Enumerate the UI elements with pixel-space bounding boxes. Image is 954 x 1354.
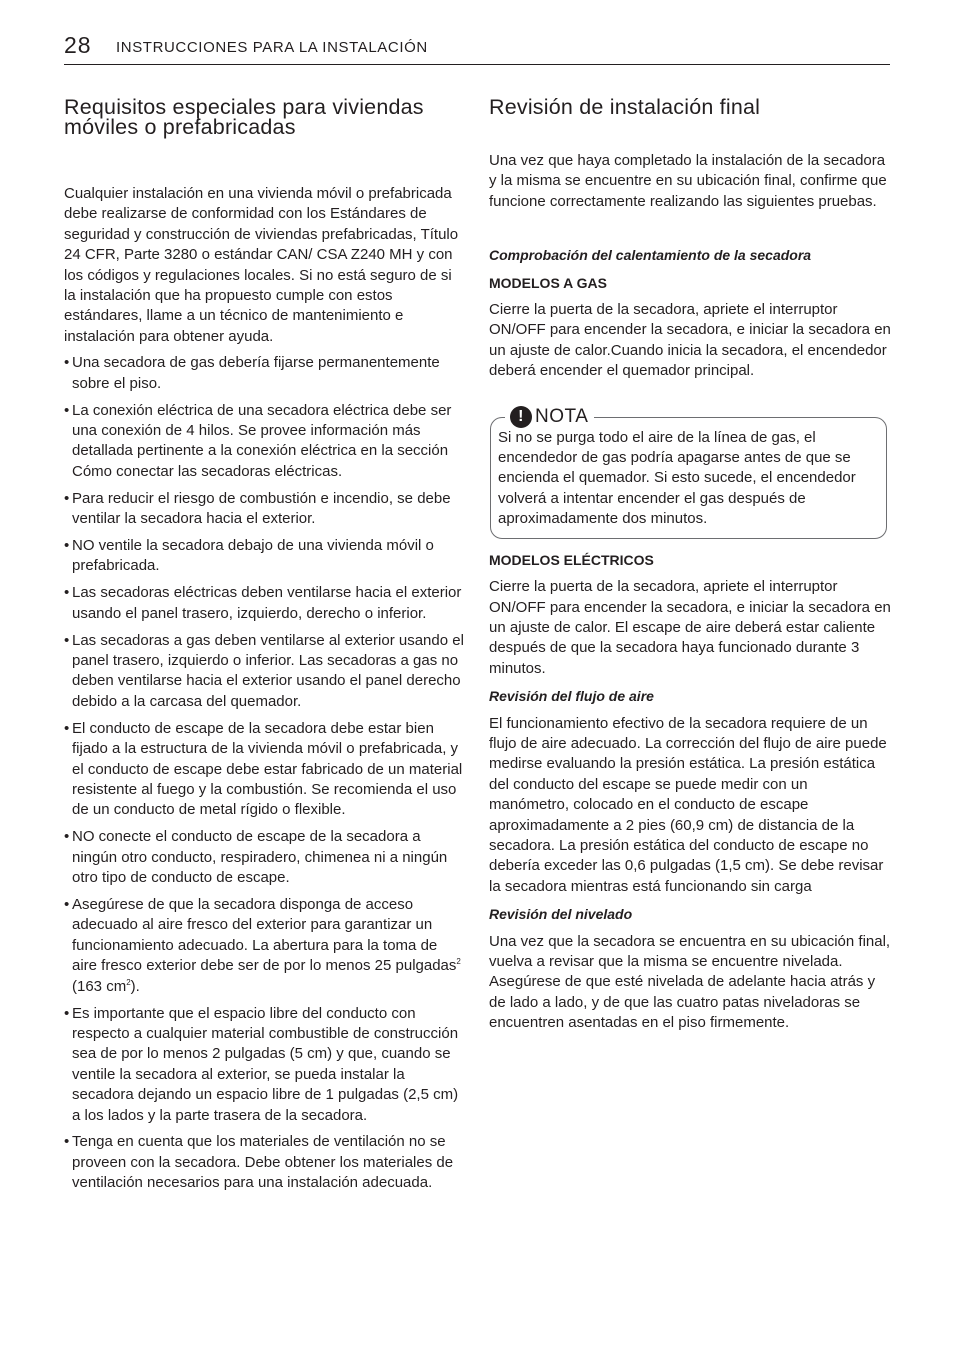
- fresh-air-end: ).: [130, 977, 140, 995]
- page-header: [64, 30, 890, 65]
- list-item-fresh-air: [64, 895, 466, 997]
- electric-models-title: MODELOS ELÉCTRICOS: [489, 551, 654, 568]
- fresh-air-metric: (163 cm: [72, 977, 127, 995]
- electric-models-text: Cierre la puerta de la secadora, apriete el interruptor ON/OFF para encender la secadora, e iniciar la secadora en un ajuste de calor. El escape de aire deberá estar caliente después de que la secadora haya funcionado durante 3 minutos.: [489, 578, 891, 677]
- list-item: • El conducto de escape de la secadora debe estar bien fijado a la estructura de la vivienda móvil o prefabricada, y el conducto de escape debe estar fabricado de un material resistente al fuego y la combustión. Se recomienda el uso de un conducto de metal rígido o flexible.: [64, 719, 466, 821]
- left-column: [64, 97, 466, 1194]
- requirements-list: [64, 353, 466, 1193]
- level-check-title: Revisión del nivelado: [489, 906, 633, 923]
- section-heading-final-check: Revisión de instalación final: [489, 95, 761, 119]
- page-number: 28: [64, 32, 92, 58]
- list-item: • La conexión eléctrica de una secadora eléctrica debe ser una conexión de 4 hilos. Se provee información más detallada pertinente a la conexión eléctrica en la sección Cómo conectar las secadoras eléctricas.: [64, 401, 466, 483]
- gas-models-text: Cierre la puerta de la secadora, apriete el interruptor ON/OFF para encender la secadora, e iniciar la secadora en un ajuste de calor.Cuando inicia la secadora, el encendedor deberá encender el quemador principal.: [489, 301, 891, 380]
- note-title: NOTA: [535, 405, 589, 427]
- note-box: [490, 405, 887, 539]
- list-item: • Una secadora de gas debería fijarse permanentemente sobre el piso.: [64, 353, 466, 394]
- header-title: INSTRUCCIONES PARA LA INSTALACIÓN: [116, 39, 428, 56]
- gas-models-title: MODELOS A GAS: [489, 274, 607, 291]
- exclamation-icon: !: [510, 406, 532, 428]
- list-item: • Es importante que el espacio libre del conducto con respecto a cualquier material combustible de construcción sea de por lo menos 2 pulgadas (5 cm) y que, cuando se ventile la secadora al exterior, se pueda instalar la secadora dejando un espacio libre de 1 pulgadas (2,5 cm) a los lados y la parte trasera de la secadora.: [64, 1004, 466, 1126]
- section-heading-mobile-homes: Requisitos especiales para viviendas móviles o prefabricadas: [64, 95, 424, 139]
- list-item: • Tenga en cuenta que los materiales de ventilación no se proveen con la secadora. Debe obtener los materiales de ventilación necesarios para una instalación adecuada.: [64, 1132, 466, 1193]
- final-check-intro: Una vez que haya completado la instalación de la secadora y la misma se encuentre en su ubicación final, confirme que funcione correctamente realizando las siguientes pruebas.: [489, 152, 887, 210]
- level-check-text: Una vez que la secadora se encuentra en su ubicación final, vuelva a revisar que la misma se encuentre nivelada. Asegúrese de que esté nivelada de adelante hacia atrás y de lado a lado, y de que las cuatro patas niveladoras se encuentren asentadas en el piso firmemente.: [489, 932, 891, 1032]
- airflow-check-text: El funcionamiento efectivo de la secadora requiere de un flujo de aire adecuado. La corrección del flujo de aire puede medirse evaluando la presión estática. La presión estática del conducto del escape se puede medir con un manómetro, colocado en el conducto de escape aproximadamente a 2 pies (60,9 cm) de distancia de la secadora. La presión estática del conducto de escape no debería exceder las 0,6 pulgadas (1,5 cm). Se debe revisar la secadora mientras está funcionando sin carga: [489, 714, 887, 895]
- list-item: • Las secadoras a gas deben ventilarse al exterior usando el panel trasero, izquierdo o inferior. Las secadoras a gas no deben ventilarse hacia el exterior usando el panel derecho debido a la carcasa del quemador.: [64, 631, 466, 713]
- note-text: Si no se purga todo el aire de la línea de gas, el encendedor de gas podría apagarse antes de que se encienda el quemador. Si esto sucede, el encendedor volverá a intentar encender el gas después de aproximadamente dos minutos.: [498, 428, 856, 528]
- superscript: 2: [456, 957, 461, 967]
- fresh-air-text: Asegúrese de que la secadora disponga de acceso adecuado al aire fresco del exterior para garantizar un funcionamiento adecuado. La abertura para la toma de aire fresco exterior debe ser de por lo menos 25 pulgadas: [72, 896, 457, 975]
- list-item: • Para reducir el riesgo de combustión e incendio, se debe ventilar la secadora hacia el exterior.: [64, 489, 466, 530]
- airflow-check-title: Revisión del flujo de aire: [489, 688, 654, 705]
- heat-check-title: Comprobación del calentamiento de la secadora: [489, 247, 812, 264]
- note-label: [505, 405, 594, 429]
- superscript: 2: [126, 977, 131, 987]
- list-item: • NO ventile la secadora debajo de una vivienda móvil o prefabricada.: [64, 536, 466, 577]
- right-column: [489, 97, 891, 1034]
- list-item: • NO conecte el conducto de escape de la secadora a ningún otro conducto, respiradero, chimenea ni a ningún otro tipo de conducto de escape.: [64, 827, 466, 888]
- list-item: • Las secadoras eléctricas deben ventilarse hacia el exterior usando el panel trasero, izquierdo, derecho o inferior.: [64, 583, 466, 624]
- intro-paragraph: Cualquier instalación en una vivienda móvil o prefabricada debe realizarse de conformidad con los Estándares de seguridad y construcción de viviendas prefabricadas, Título 24 CFR, Parte 3280 o estándar CAN/ CSA Z240 MH y con los códigos y regulaciones locales. Si no está seguro de si la instalación que ha propuesto cumple con estos estándares, llame a un técnico de mantenimiento e instalación para obtener ayuda.: [64, 185, 459, 345]
